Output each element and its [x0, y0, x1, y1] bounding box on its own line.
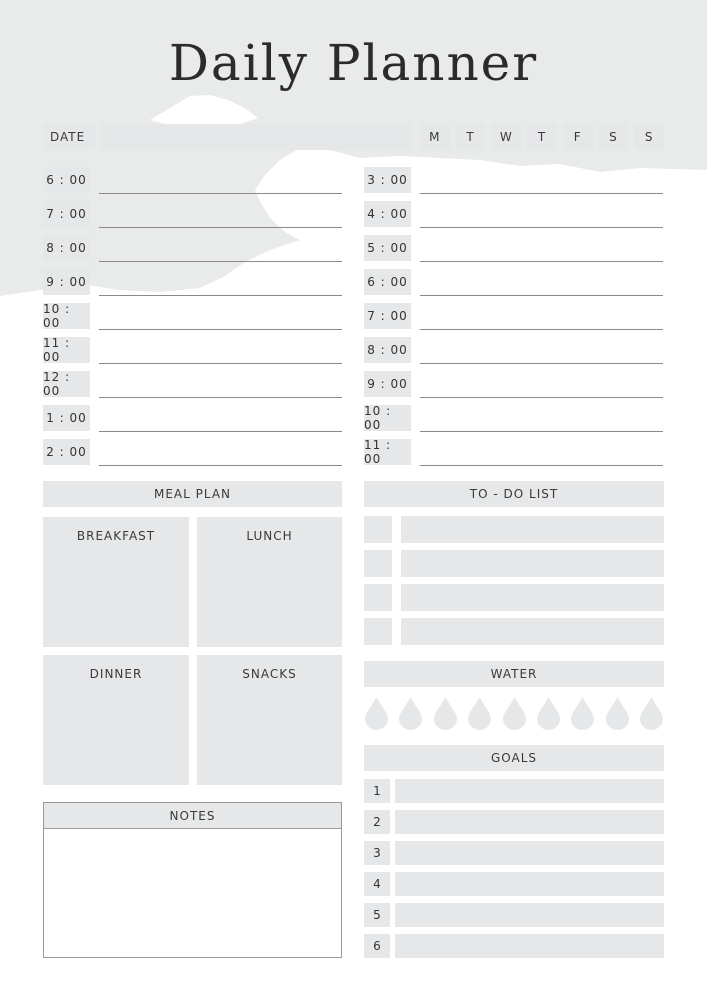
todo-checkbox[interactable] [364, 618, 392, 645]
time-slot [364, 371, 664, 397]
time-label: 12 : 00 [43, 371, 90, 397]
lunch-box[interactable] [197, 517, 342, 647]
time-label: 2 : 00 [43, 439, 90, 465]
time-label: 1 : 00 [43, 405, 90, 431]
goal-number: 1 [364, 779, 390, 803]
water-tracker [364, 696, 664, 732]
water-drop-icon[interactable] [502, 696, 527, 730]
weekday-tuesday[interactable]: T [456, 124, 486, 150]
time-label: 10 : 00 [43, 303, 90, 329]
time-slot [364, 235, 664, 261]
time-slot-line[interactable] [420, 227, 663, 228]
time-label: 3 : 00 [364, 167, 411, 193]
goal-number: 5 [364, 903, 390, 927]
time-slot [364, 405, 664, 431]
time-slot [364, 167, 664, 193]
todo-item-field[interactable] [401, 584, 664, 611]
breakfast-label: BREAKFAST [76, 529, 156, 543]
todo-item-field[interactable] [401, 550, 664, 577]
time-label: 7 : 00 [43, 201, 90, 227]
goal-field[interactable] [395, 779, 664, 803]
weekday-sunday[interactable]: S [634, 124, 664, 150]
water-drop-icon[interactable] [433, 696, 458, 730]
dinner-box[interactable] [43, 655, 189, 785]
meal-plan-header: MEAL PLAN [43, 481, 342, 507]
water-drop-icon[interactable] [570, 696, 595, 730]
goals-header: GOALS [364, 745, 664, 771]
time-slot-line[interactable] [420, 261, 663, 262]
date-field[interactable] [101, 124, 412, 150]
time-slot [43, 235, 343, 261]
weekday-saturday[interactable]: S [599, 124, 629, 150]
time-slot [364, 337, 664, 363]
lunch-label: LUNCH [246, 529, 293, 543]
time-slot-line[interactable] [99, 261, 342, 262]
time-label: 6 : 00 [364, 269, 411, 295]
notes-header: NOTES [44, 803, 341, 829]
time-label: 9 : 00 [364, 371, 411, 397]
water-drop-icon[interactable] [536, 696, 561, 730]
time-slot-line[interactable] [420, 295, 663, 296]
goal-field[interactable] [395, 810, 664, 834]
time-slot-line[interactable] [99, 295, 342, 296]
time-slot-line[interactable] [99, 431, 342, 432]
notes-box[interactable] [43, 802, 342, 958]
time-slot-line[interactable] [420, 431, 663, 432]
time-label: 5 : 00 [364, 235, 411, 261]
weekday-friday[interactable]: F [563, 124, 593, 150]
time-label: 7 : 00 [364, 303, 411, 329]
time-slot-line[interactable] [420, 465, 663, 466]
todo-list-header: TO - DO LIST [364, 481, 664, 507]
time-label: 8 : 00 [364, 337, 411, 363]
todo-item-field[interactable] [401, 618, 664, 645]
time-slot [364, 269, 664, 295]
time-label: 11 : 00 [364, 439, 411, 465]
weekday-wednesday[interactable]: W [491, 124, 521, 150]
goal-field[interactable] [395, 903, 664, 927]
water-drop-icon[interactable] [467, 696, 492, 730]
time-label: 8 : 00 [43, 235, 90, 261]
time-slot-line[interactable] [99, 227, 342, 228]
time-slot-line[interactable] [420, 329, 663, 330]
time-slot-line[interactable] [99, 329, 342, 330]
time-slot [43, 337, 343, 363]
goal-field[interactable] [395, 841, 664, 865]
weekday-selector [420, 124, 664, 150]
time-slot [43, 167, 343, 193]
time-slot-line[interactable] [420, 193, 663, 194]
water-drop-icon[interactable] [605, 696, 630, 730]
goal-number: 3 [364, 841, 390, 865]
goal-field[interactable] [395, 872, 664, 896]
time-slot-line[interactable] [420, 397, 663, 398]
todo-item-field[interactable] [401, 516, 664, 543]
time-slot-line[interactable] [420, 363, 663, 364]
time-label: 4 : 00 [364, 201, 411, 227]
breakfast-box[interactable] [43, 517, 189, 647]
time-slot-line[interactable] [99, 465, 342, 466]
time-slot [43, 303, 343, 329]
water-drop-icon[interactable] [398, 696, 423, 730]
time-slot [364, 201, 664, 227]
date-label: DATE [43, 124, 95, 150]
time-label: 11 : 00 [43, 337, 90, 363]
time-slot [43, 201, 343, 227]
page-title: Daily Planner [168, 34, 539, 92]
weekday-thursday[interactable]: T [527, 124, 557, 150]
weekday-monday[interactable]: M [420, 124, 450, 150]
time-slot [43, 371, 343, 397]
time-slot-line[interactable] [99, 363, 342, 364]
todo-checkbox[interactable] [364, 516, 392, 543]
time-label: 9 : 00 [43, 269, 90, 295]
snacks-box[interactable] [197, 655, 342, 785]
time-slot-line[interactable] [99, 193, 342, 194]
goal-field[interactable] [395, 934, 664, 958]
goal-number: 2 [364, 810, 390, 834]
water-drop-icon[interactable] [639, 696, 664, 730]
time-slot [364, 439, 664, 465]
dinner-label: DINNER [89, 667, 143, 681]
todo-checkbox[interactable] [364, 550, 392, 577]
todo-checkbox[interactable] [364, 584, 392, 611]
water-header: WATER [364, 661, 664, 687]
snacks-label: SNACKS [242, 667, 297, 681]
time-slot [43, 405, 343, 431]
time-label: 10 : 00 [364, 405, 411, 431]
time-slot-line[interactable] [99, 397, 342, 398]
time-label: 6 : 00 [43, 167, 90, 193]
time-slot [364, 303, 664, 329]
time-slot [43, 439, 343, 465]
time-slot [43, 269, 343, 295]
goal-number: 6 [364, 934, 390, 958]
water-drop-icon[interactable] [364, 696, 389, 730]
goal-number: 4 [364, 872, 390, 896]
